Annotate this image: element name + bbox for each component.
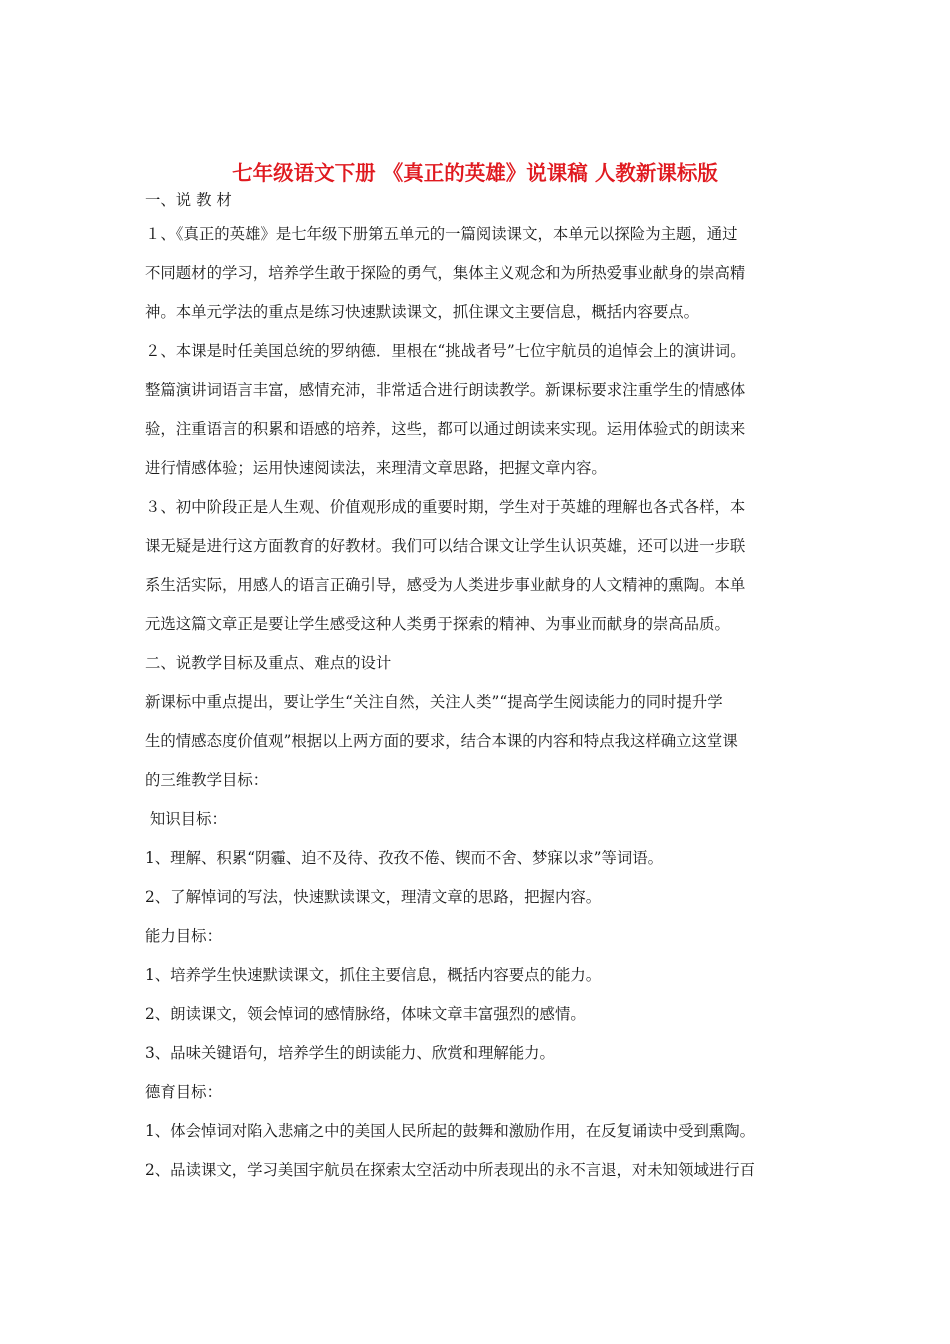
paragraph-line: 验，注重语言的积累和语感的培养，这些，都可以通过朗读来实现。运用体验式的朗读来: [145, 420, 746, 438]
section-heading-2: 二、说教学目标及重点、难点的设计: [145, 654, 392, 672]
subheading-ability: 能力目标：: [145, 927, 222, 945]
paragraph-line: 生的情感态度价值观”根据以上两方面的要求，结合本课的内容和特点我这样确立这堂课: [145, 732, 738, 750]
paragraph-line: 元选这篇文章正是要让学生感受这种人类勇于探索的精神、为事业而献身的崇高品质。: [145, 615, 730, 633]
list-item: 1、体会悼词对陷入悲痛之中的美国人民所起的鼓舞和激励作用，在反复诵读中受到熏陶。: [145, 1122, 756, 1140]
paragraph-line: ３、初中阶段正是人生观、价值观形成的重要时期，学生对于英雄的理解也各式各样，本: [145, 498, 746, 516]
paragraph-line: 神。本单元学法的重点是练习快速默读课文，抓住课文主要信息，概括内容要点。: [145, 303, 700, 321]
paragraph-line: 系生活实际，用感人的语言正确引导，感受为人类进步事业献身的人文精神的熏陶。本单: [145, 576, 746, 594]
list-item: 2、朗读课文，领会悼词的感情脉络，体味文章丰富强烈的感情。: [145, 1005, 586, 1023]
paragraph-line: 进行情感体验；运用快速阅读法，来理清文章思路，把握文章内容。: [145, 459, 607, 477]
subheading-moral: 德育目标：: [145, 1083, 222, 1101]
list-item: 2、了解悼词的写法，快速默读课文，理清文章的思路，把握内容。: [145, 888, 602, 906]
paragraph-line: ２、本课是时任美国总统的罗纳德．里根在“挑战者号”七位宇航员的追悼会上的演讲词。: [145, 342, 746, 360]
list-item: 2、品读课文，学习美国宇航员在探索太空活动中所表现出的永不言退，对未知领域进行百: [145, 1161, 756, 1179]
list-item: 3、品味关键语句，培养学生的朗读能力、欣赏和理解能力。: [145, 1044, 555, 1062]
paragraph-line: 课无疑是进行这方面教育的好教材。我们可以结合课文让学生认识英雄，还可以进一步联: [145, 537, 746, 555]
subheading-knowledge: 知识目标：: [145, 810, 227, 828]
document-title: 七年级语文下册 《真正的英雄》说课稿 人教新课标版: [232, 161, 718, 185]
paragraph-line: 整篇演讲词语言丰富，感情充沛，非常适合进行朗读教学。新课标要求注重学生的情感体: [145, 381, 746, 399]
list-item: 1、理解、积累“阴霾、迫不及待、孜孜不倦、锲而不舍、梦寐以求”等词语。: [145, 849, 664, 867]
paragraph-line: 的三维教学目标：: [145, 771, 269, 789]
paragraph-line: 新课标中重点提出，要让学生“关注自然，关注人类”“提高学生阅读能力的同时提升学: [145, 693, 723, 711]
paragraph-line: 不同题材的学习，培养学生敢于探险的勇气，集体主义观念和为所热爱事业献身的崇高精: [145, 264, 746, 282]
paragraph-line: １、《真正的英雄》是七年级下册第五单元的一篇阅读课文，本单元以探险为主题，通过: [145, 225, 738, 243]
section-heading-1: 一、说 教 材: [145, 191, 232, 209]
list-item: 1、培养学生快速默读课文，抓住主要信息，概括内容要点的能力。: [145, 966, 602, 984]
